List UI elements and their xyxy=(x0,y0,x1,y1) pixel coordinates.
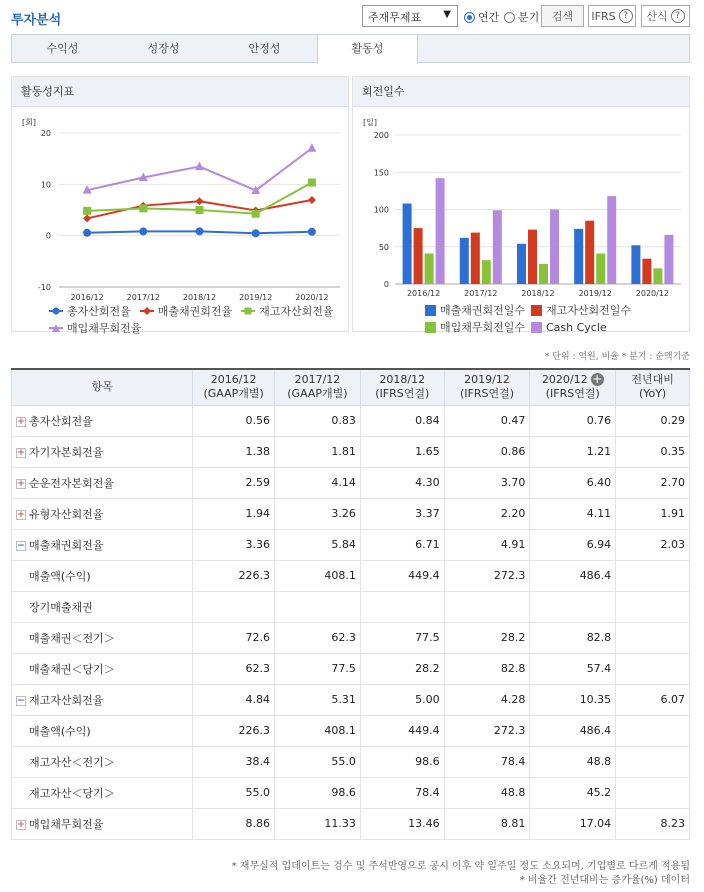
table-cell: 77.5 xyxy=(275,653,361,684)
row-label[interactable]: − 재고자산회전율 xyxy=(12,684,193,715)
table-cell: 3.37 xyxy=(360,498,444,529)
bar xyxy=(425,253,434,284)
header-period: 2020/12 + (IFRS연결) xyxy=(530,369,616,405)
table-cell: 72.6 xyxy=(193,622,275,653)
table-cell: 6.40 xyxy=(530,467,616,498)
line-chart-legend xyxy=(49,303,349,336)
legend-item xyxy=(49,320,141,336)
legend-label: 매출채권회전일수 xyxy=(440,304,526,317)
y-tick-label: 0 xyxy=(383,280,389,289)
table-cell xyxy=(616,746,690,777)
bar xyxy=(414,228,423,284)
table-cell: 1.38 xyxy=(193,436,275,467)
table-row xyxy=(12,498,690,529)
table-cell: 45.2 xyxy=(530,777,616,808)
table-cell: 6.71 xyxy=(360,529,444,560)
expand-plus-icon[interactable]: + xyxy=(17,447,25,458)
table-cell: 5.00 xyxy=(360,684,444,715)
table-cell: 486.4 xyxy=(530,560,616,591)
table-row xyxy=(12,591,690,622)
y-tick-label: 150 xyxy=(373,168,389,178)
activity-line-chart xyxy=(12,115,348,315)
table-cell xyxy=(616,622,690,653)
row-label[interactable]: + 총자산회전율 xyxy=(12,405,193,436)
table-cell: 2.20 xyxy=(444,498,530,529)
turnover-days-panel xyxy=(352,76,690,332)
x-tick-label: 2017/12 xyxy=(126,293,160,302)
table-cell: 1.94 xyxy=(193,498,275,529)
tab-growth[interactable]: 성장성 xyxy=(147,42,180,55)
table-cell xyxy=(360,591,444,622)
x-tick-label: 2020/12 xyxy=(295,293,329,302)
legend-swatch xyxy=(531,305,542,316)
expand-plus-icon[interactable]: + xyxy=(17,478,25,489)
panel-title: 활동성지표 xyxy=(12,77,348,107)
legend-circle-icon xyxy=(49,306,63,316)
table-cell: 1.91 xyxy=(616,498,690,529)
bar xyxy=(528,230,537,284)
table-row xyxy=(12,405,690,436)
turnover-days-bar-chart xyxy=(353,115,689,315)
tab-activity[interactable]: 활동성 xyxy=(317,35,418,64)
bar xyxy=(436,178,445,284)
table-cell: 10.35 xyxy=(530,684,616,715)
activity-table xyxy=(11,368,690,840)
data-point xyxy=(139,204,147,212)
table-cell: 226.3 xyxy=(193,715,275,746)
bar xyxy=(539,264,548,284)
table-cell xyxy=(275,591,361,622)
legend-item xyxy=(140,303,232,319)
table-cell: 0.83 xyxy=(275,405,361,436)
row-label[interactable]: + 자기자본회전율 xyxy=(12,436,193,467)
table-cell: 8.81 xyxy=(444,808,530,839)
table-cell: 6.07 xyxy=(616,684,690,715)
y-tick-label: 0 xyxy=(45,231,51,241)
table-cell: 28.2 xyxy=(360,653,444,684)
legend-label: 재고자산회전율 xyxy=(259,305,334,318)
table-row xyxy=(12,808,690,839)
row-label: 재고자산＜당기＞ xyxy=(12,777,193,808)
x-tick-label: 2019/12 xyxy=(239,293,273,302)
data-point xyxy=(252,210,260,218)
footnote-yoy: * 비율간 전년대비는 증가율(%) 데이터 xyxy=(519,875,690,886)
table-cell: 1.65 xyxy=(360,436,444,467)
legend-label: 매입채무회전일수 xyxy=(440,321,526,334)
row-label: 매출채권＜당기＞ xyxy=(12,653,193,684)
table-cell xyxy=(444,591,530,622)
row-label[interactable]: + 순운전자본회전율 xyxy=(12,467,193,498)
data-point xyxy=(308,228,316,236)
radio-annual-label: 연간 xyxy=(478,11,500,24)
legend-label: 매입채무회전율 xyxy=(67,322,142,335)
table-cell: 78.4 xyxy=(360,777,444,808)
expand-plus-icon[interactable]: + xyxy=(17,819,25,830)
y-unit-label: [일] xyxy=(363,118,377,127)
y-tick-label: -10 xyxy=(37,283,51,292)
legend-label: 총자산회전율 xyxy=(67,305,131,318)
bar xyxy=(653,268,662,284)
formula-help-button[interactable] xyxy=(641,5,690,27)
header-item: 항목 xyxy=(12,369,193,405)
bar xyxy=(517,244,526,284)
table-cell: 11.33 xyxy=(275,808,361,839)
data-point xyxy=(308,196,316,204)
table-cell xyxy=(616,715,690,746)
header-period: 2017/12 (GAAP개별) xyxy=(275,369,361,405)
tab-profitability[interactable]: 수익성 xyxy=(46,42,79,55)
statement-type-select[interactable] xyxy=(362,5,458,27)
table-cell xyxy=(193,591,275,622)
legend-swatch xyxy=(425,305,436,316)
x-tick-label: 2018/12 xyxy=(521,289,555,298)
legend-item xyxy=(241,303,333,319)
table-cell: 4.30 xyxy=(360,467,444,498)
table-cell: 8.23 xyxy=(616,808,690,839)
table-row xyxy=(12,653,690,684)
bar xyxy=(607,196,616,284)
table-cell: 408.1 xyxy=(275,560,361,591)
row-label: 장기매출채권 xyxy=(12,591,193,622)
table-cell: 0.56 xyxy=(193,405,275,436)
table-row xyxy=(12,436,690,467)
bar xyxy=(482,260,491,284)
legend-item xyxy=(531,302,681,318)
y-tick-label: 10 xyxy=(40,180,51,190)
legend-diamond-icon xyxy=(140,306,154,316)
table-cell: 98.6 xyxy=(275,777,361,808)
x-tick-label: 2016/12 xyxy=(70,293,104,302)
legend-label: 재고자산회전일수 xyxy=(546,304,632,317)
legend-item xyxy=(531,319,681,335)
expand-plus-icon[interactable]: + xyxy=(592,372,603,387)
x-tick-label: 2019/12 xyxy=(578,289,612,298)
bar-chart-legend xyxy=(425,302,689,335)
data-point xyxy=(308,179,316,187)
table-cell: 57.4 xyxy=(530,653,616,684)
table-row xyxy=(12,715,690,746)
x-tick-label: 2017/12 xyxy=(464,289,498,298)
radio-unselected-icon xyxy=(504,12,515,23)
table-cell: 0.47 xyxy=(444,405,530,436)
expand-plus-icon[interactable]: + xyxy=(17,509,25,520)
table-cell: 62.3 xyxy=(193,653,275,684)
ifrs-help-button[interactable] xyxy=(588,5,636,27)
table-cell: 13.46 xyxy=(360,808,444,839)
legend-swatch xyxy=(531,322,542,333)
bar xyxy=(550,210,559,285)
table-cell: 0.84 xyxy=(360,405,444,436)
table-cell: 8.86 xyxy=(193,808,275,839)
radio-selected-icon xyxy=(464,12,475,23)
header-period: 2019/12 (IFRS연결) xyxy=(444,369,530,405)
row-label: 매출액(수익) xyxy=(12,715,193,746)
expand-plus-icon[interactable]: + xyxy=(17,416,25,427)
table-row xyxy=(12,622,690,653)
page-title: 투자분석 xyxy=(11,13,62,28)
table-cell: 3.26 xyxy=(275,498,361,529)
header-period: 2016/12 (GAAP개별) xyxy=(193,369,275,405)
table-cell: 408.1 xyxy=(275,715,361,746)
table-cell: 4.84 xyxy=(193,684,275,715)
unit-note: * 단위 : 억원, 비율 * 분기 : 순액기준 xyxy=(544,352,690,362)
question-icon: ? xyxy=(619,9,633,23)
row-label: 재고자산＜전기＞ xyxy=(12,746,193,777)
table-cell: 6.94 xyxy=(530,529,616,560)
table-cell: 4.91 xyxy=(444,529,530,560)
row-label: 매출액(수익) xyxy=(12,560,193,591)
table-cell: 2.70 xyxy=(616,467,690,498)
data-point xyxy=(252,229,260,237)
row-label[interactable]: − 매출채권회전율 xyxy=(12,529,193,560)
select-value: 주재무제표 xyxy=(368,11,422,24)
table-row xyxy=(12,529,690,560)
table-cell: 48.8 xyxy=(530,746,616,777)
table-cell: 55.0 xyxy=(275,746,361,777)
row-label[interactable]: + 유형자산회전율 xyxy=(12,498,193,529)
table-cell: 449.4 xyxy=(360,560,444,591)
x-tick-label: 2020/12 xyxy=(635,289,670,298)
bar xyxy=(631,245,640,284)
bar xyxy=(493,210,502,284)
table-cell: 78.4 xyxy=(444,746,530,777)
bar xyxy=(585,221,594,284)
table-row xyxy=(12,467,690,498)
table-cell xyxy=(616,777,690,808)
activity-ratio-panel xyxy=(11,76,349,335)
ifrs-label: IFRS xyxy=(591,9,616,23)
table-cell: 17.04 xyxy=(530,808,616,839)
table-row xyxy=(12,684,690,715)
table-cell: 272.3 xyxy=(444,715,530,746)
row-label: 매출채권＜전기＞ xyxy=(12,622,193,653)
data-point xyxy=(195,162,204,171)
legend-item xyxy=(425,319,531,335)
chevron-down-icon: ▼ xyxy=(443,9,451,20)
radio-quarter[interactable] xyxy=(504,9,539,25)
table-cell: 28.2 xyxy=(444,622,530,653)
table-cell: 1.81 xyxy=(275,436,361,467)
data-point xyxy=(196,206,204,214)
table-cell: 82.8 xyxy=(444,653,530,684)
data-point xyxy=(196,227,204,235)
formula-label: 산식 xyxy=(646,10,668,23)
table-cell xyxy=(530,591,616,622)
radio-quarter-label: 분기 xyxy=(518,11,540,24)
header-period: 2018/12 (IFRS연결) xyxy=(360,369,444,405)
table-cell: 98.6 xyxy=(360,746,444,777)
legend-swatch xyxy=(425,322,436,333)
data-point xyxy=(307,143,316,152)
table-cell: 48.8 xyxy=(444,777,530,808)
legend-label: Cash Cycle xyxy=(546,320,607,334)
footnote-update: * 재무실적 업데이트는 검수 및 주석반영으로 공시 이후 약 일주일 정도 소요되며, 기업별로 다르게 적용됨 xyxy=(231,861,690,872)
table-cell: 4.28 xyxy=(444,684,530,715)
table-cell: 449.4 xyxy=(360,715,444,746)
header-yoy: 전년대비 (YoY) xyxy=(616,369,690,405)
bar xyxy=(642,259,651,284)
table-cell: 2.59 xyxy=(193,467,275,498)
table-cell: 0.35 xyxy=(616,436,690,467)
table-cell: 486.4 xyxy=(530,715,616,746)
data-point xyxy=(83,229,91,237)
y-tick-label: 20 xyxy=(40,129,51,138)
table-cell: 226.3 xyxy=(193,560,275,591)
tab-stability[interactable]: 안정성 xyxy=(248,42,281,55)
y-tick-label: 200 xyxy=(373,131,389,140)
table-cell: 82.8 xyxy=(530,622,616,653)
data-point xyxy=(83,207,91,215)
analysis-tabs xyxy=(11,34,690,63)
table-cell: 1.21 xyxy=(530,436,616,467)
table-cell: 38.4 xyxy=(193,746,275,777)
legend-triangle-icon xyxy=(49,323,63,333)
search-button[interactable]: 검색 xyxy=(541,5,584,27)
table-cell: 55.0 xyxy=(193,777,275,808)
data-point xyxy=(196,197,204,205)
bar xyxy=(471,233,480,284)
data-point xyxy=(139,227,147,235)
question-icon: ? xyxy=(671,9,685,23)
table-cell: 0.29 xyxy=(616,405,690,436)
panel-title: 회전일수 xyxy=(353,77,689,107)
table-row xyxy=(12,777,690,808)
table-cell: 4.14 xyxy=(275,467,361,498)
table-cell: 272.3 xyxy=(444,560,530,591)
bar xyxy=(596,253,605,284)
table-cell: 2.03 xyxy=(616,529,690,560)
table-cell xyxy=(616,591,690,622)
radio-annual[interactable] xyxy=(464,9,499,25)
table-cell: 77.5 xyxy=(360,622,444,653)
table-cell: 3.70 xyxy=(444,467,530,498)
row-label[interactable]: + 매입채무회전율 xyxy=(12,808,193,839)
collapse-minus-icon[interactable]: − xyxy=(17,540,25,551)
bar xyxy=(403,204,412,284)
y-unit-label: [회] xyxy=(22,118,36,127)
table-cell xyxy=(616,560,690,591)
table-cell: 0.86 xyxy=(444,436,530,467)
bar xyxy=(460,238,469,284)
table-cell: 5.84 xyxy=(275,529,361,560)
table-cell: 0.76 xyxy=(530,405,616,436)
legend-square-icon xyxy=(241,306,255,316)
data-point xyxy=(83,214,91,222)
legend-item xyxy=(49,303,131,319)
table-cell xyxy=(616,653,690,684)
bar xyxy=(664,235,673,284)
y-tick-label: 100 xyxy=(373,205,389,215)
x-tick-label: 2018/12 xyxy=(182,293,217,302)
y-tick-label: 50 xyxy=(378,242,389,252)
table-cell: 5.31 xyxy=(275,684,361,715)
table-cell: 4.11 xyxy=(530,498,616,529)
collapse-minus-icon[interactable]: − xyxy=(17,695,25,706)
table-cell: 62.3 xyxy=(275,622,361,653)
table-row xyxy=(12,746,690,777)
legend-item xyxy=(425,302,531,318)
bar xyxy=(574,229,583,284)
x-tick-label: 2016/12 xyxy=(406,289,441,298)
table-row xyxy=(12,560,690,591)
table-cell: 3.36 xyxy=(193,529,275,560)
legend-label: 매출채권회전율 xyxy=(157,305,233,318)
